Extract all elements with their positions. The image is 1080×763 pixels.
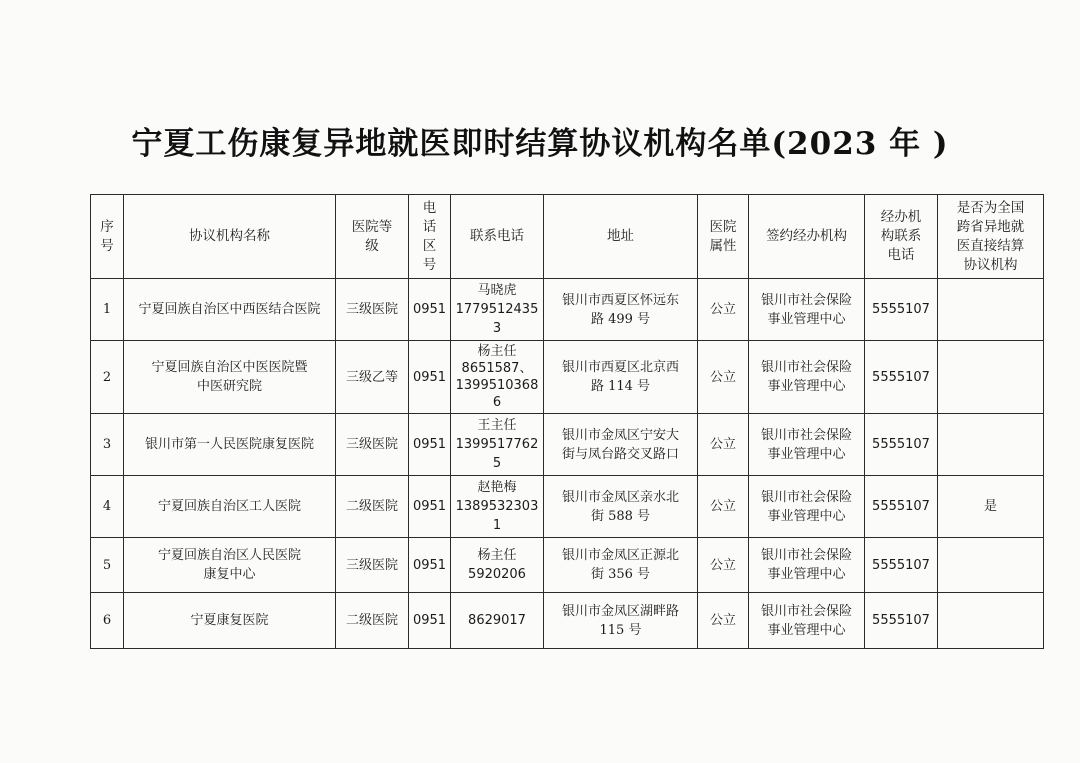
cell-contact: 赵艳梅 13895323031 (451, 476, 544, 538)
header-agency: 签约经办机构 (749, 195, 865, 279)
cell-attribute: 公立 (698, 414, 749, 476)
cell-seq: 3 (91, 414, 124, 476)
cell-cross-province (938, 593, 1044, 649)
cell-level: 二级医院 (336, 593, 409, 649)
cell-cross-province (938, 341, 1044, 414)
cell-attribute: 公立 (698, 341, 749, 414)
cell-cross-province (938, 414, 1044, 476)
cell-agency: 银川市社会保险 事业管理中心 (749, 279, 865, 341)
cell-agency-phone: 5555107 (865, 476, 938, 538)
cell-level: 三级医院 (336, 279, 409, 341)
cell-address: 银川市金凤区宁安大 街与凤台路交叉路口 (544, 414, 698, 476)
cell-area-code: 0951 (409, 538, 451, 593)
cell-area-code: 0951 (409, 593, 451, 649)
cell-level: 三级乙等 (336, 341, 409, 414)
cell-name: 宁夏回族自治区中西医结合医院 (124, 279, 336, 341)
cell-agency: 银川市社会保险 事业管理中心 (749, 476, 865, 538)
cell-contact: 8629017 (451, 593, 544, 649)
cell-address: 银川市金凤区亲水北 街 588 号 (544, 476, 698, 538)
cell-cross-province (938, 279, 1044, 341)
cell-contact: 王主任 13995177625 (451, 414, 544, 476)
cell-agency: 银川市社会保险 事业管理中心 (749, 538, 865, 593)
page-title: 宁夏工伤康复异地就医即时结算协议机构名单(2023 年 ) (131, 126, 949, 162)
header-agency-phone: 经办机构联系电话 (865, 195, 938, 279)
cell-cross-province (938, 538, 1044, 593)
header-attribute: 医院属性 (698, 195, 749, 279)
cell-area-code: 0951 (409, 476, 451, 538)
cell-name: 银川市第一人民医院康复医院 (124, 414, 336, 476)
cell-level: 三级医院 (336, 414, 409, 476)
table-row (91, 414, 1044, 476)
cell-area-code: 0951 (409, 279, 451, 341)
cell-cross-province: 是 (938, 476, 1044, 538)
cell-attribute: 公立 (698, 279, 749, 341)
cell-name: 宁夏回族自治区工人医院 (124, 476, 336, 538)
cell-seq: 6 (91, 593, 124, 649)
header-cross-province: 是否为全国跨省异地就医直接结算协议机构 (938, 195, 1044, 279)
cell-area-code: 0951 (409, 414, 451, 476)
cell-name: 宁夏回族自治区中医医院暨 中医研究院 (124, 341, 336, 414)
cell-name: 宁夏回族自治区人民医院 康复中心 (124, 538, 336, 593)
table-row (91, 593, 1044, 649)
cell-area-code: 0951 (409, 341, 451, 414)
cell-seq: 2 (91, 341, 124, 414)
cell-agency: 银川市社会保险 事业管理中心 (749, 341, 865, 414)
table-row (91, 538, 1044, 593)
cell-contact: 马晓虎 17795124353 (451, 279, 544, 341)
cell-seq: 5 (91, 538, 124, 593)
cell-agency: 银川市社会保险 事业管理中心 (749, 593, 865, 649)
cell-contact: 杨主任 5920206 (451, 538, 544, 593)
cell-address: 银川市金凤区正源北 街 356 号 (544, 538, 698, 593)
header-contact: 联系电话 (451, 195, 544, 279)
cell-agency-phone: 5555107 (865, 279, 938, 341)
cell-agency-phone: 5555107 (865, 341, 938, 414)
table-row (91, 341, 1044, 414)
header-address: 地址 (544, 195, 698, 279)
cell-address: 银川市金凤区湖畔路 115 号 (544, 593, 698, 649)
cell-attribute: 公立 (698, 538, 749, 593)
cell-name: 宁夏康复医院 (124, 593, 336, 649)
cell-address: 银川市西夏区北京西 路 114 号 (544, 341, 698, 414)
cell-agency: 银川市社会保险 事业管理中心 (749, 414, 865, 476)
cell-level: 三级医院 (336, 538, 409, 593)
header-level: 医院等级 (336, 195, 409, 279)
table-header-row (91, 195, 1044, 279)
cell-agency-phone: 5555107 (865, 414, 938, 476)
header-seq: 序号 (91, 195, 124, 279)
table-row (91, 476, 1044, 538)
cell-level: 二级医院 (336, 476, 409, 538)
cell-agency-phone: 5555107 (865, 593, 938, 649)
cell-attribute: 公立 (698, 593, 749, 649)
header-area-code: 电话区号 (409, 195, 451, 279)
cell-seq: 4 (91, 476, 124, 538)
table-row (91, 279, 1044, 341)
header-name: 协议机构名称 (124, 195, 336, 279)
cell-address: 银川市西夏区怀远东 路 499 号 (544, 279, 698, 341)
cell-seq: 1 (91, 279, 124, 341)
cell-agency-phone: 5555107 (865, 538, 938, 593)
institution-table (90, 194, 1044, 649)
cell-attribute: 公立 (698, 476, 749, 538)
cell-contact: 杨主任 8651587、 13995103686 (451, 341, 544, 414)
